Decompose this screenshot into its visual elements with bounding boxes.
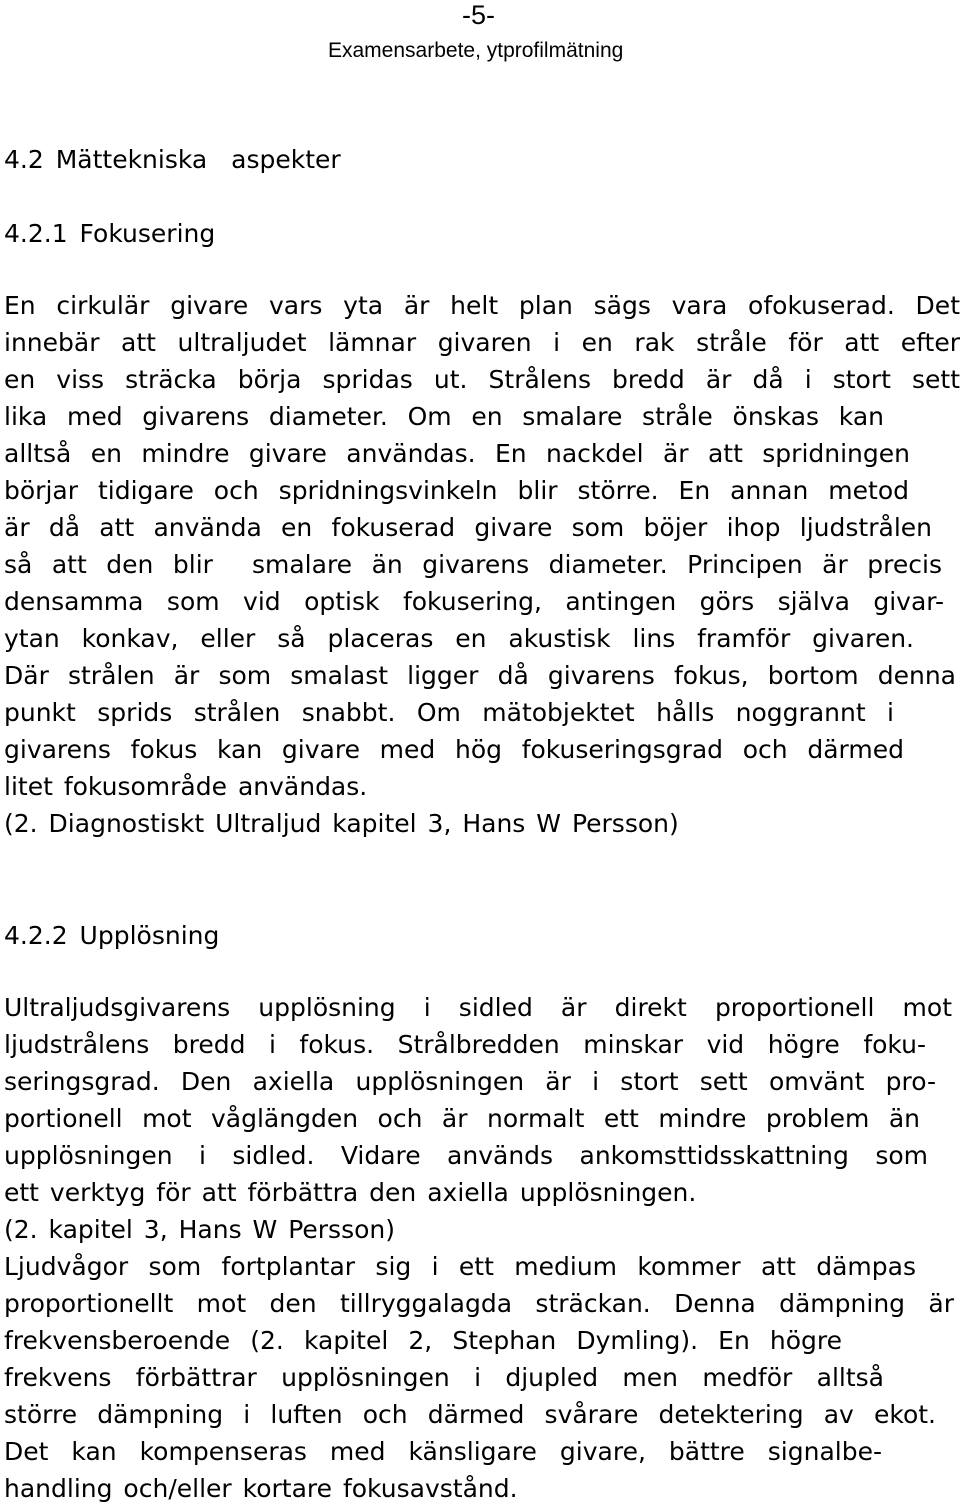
subsection-heading-upplosning: 4.2.2 Upplösning	[4, 921, 220, 950]
text-line: innebär att ultraljudet lämnar givaren i en rak stråle för att efter	[4, 328, 960, 357]
text-line: ljudstrålens bredd i fokus. Strålbredden minskar vid högre foku-	[4, 1030, 926, 1059]
text-line: Ljudvågor som fortplantar sig i ett medium kommer att dämpas	[4, 1252, 916, 1281]
text-line: frekvens förbättrar upplösningen i djupled men medför alltså	[4, 1363, 884, 1392]
page-number: -5-	[462, 0, 495, 30]
text-line: är då att använda en fokuserad givare som böjer ihop ljudstrålen	[4, 513, 932, 542]
text-line: Där strålen är som smalast ligger då givarens fokus, bortom denna	[4, 661, 956, 690]
running-title: Examensarbete, ytprofilmätning	[328, 39, 624, 62]
text-line: litet fokusområde användas.	[4, 772, 368, 801]
section-heading: 4.2 Mättekniska aspekter	[4, 145, 341, 174]
text-line: större dämpning i luften och därmed svårare detektering av ekot.	[4, 1400, 936, 1429]
text-line: handling och/eller kortare fokusavstånd.	[4, 1474, 518, 1503]
text-line: portionell mot våglängden och är normalt ett mindre problem än	[4, 1104, 920, 1133]
text-line: en viss sträcka börja spridas ut. Strålens bredd är då i stort sett	[4, 365, 960, 394]
text-line: ett verktyg för att förbättra den axiella upplösningen.	[4, 1178, 697, 1207]
text-line: proportionellt mot den tillryggalagda sträckan. Denna dämpning är	[4, 1289, 954, 1318]
text-line: ytan konkav, eller så placeras en akustisk lins framför givaren.	[4, 624, 914, 653]
text-line: börjar tidigare och spridningsvinkeln blir större. En annan metod	[4, 476, 909, 505]
subsection-heading-fokusering: 4.2.1 Fokusering	[4, 219, 216, 248]
text-line: densamma som vid optisk fokusering, antingen görs själva givar-	[4, 587, 944, 616]
text-line: lika med givarens diameter. Om en smalare stråle önskas kan	[4, 402, 884, 431]
text-line: frekvensberoende (2. kapitel 2, Stephan Dymling). En högre	[4, 1326, 842, 1355]
text-line: så att den blir smalare än givarens diameter. Principen är precis	[4, 550, 942, 579]
text-line: punkt sprids strålen snabbt. Om mätobjektet hålls noggrannt i	[4, 698, 894, 727]
citation: (2. Diagnostiskt Ultraljud kapitel 3, Hans W Persson)	[4, 809, 679, 838]
text-line: upplösningen i sidled. Vidare används ankomsttidsskattning som	[4, 1141, 928, 1170]
text-line: Ultraljudsgivarens upplösning i sidled är direkt proportionell mot	[4, 993, 952, 1022]
text-line: givarens fokus kan givare med hög fokuseringsgrad och därmed	[4, 735, 904, 764]
text-line: alltså en mindre givare användas. En nackdel är att spridningen	[4, 439, 910, 468]
text-line: Det kan kompenseras med känsligare givare, bättre signalbe-	[4, 1437, 882, 1466]
text-line: seringsgrad. Den axiella upplösningen är i stort sett omvänt pro-	[4, 1067, 936, 1096]
text-line: En cirkulär givare vars yta är helt plan sägs vara ofokuserad. Det	[4, 291, 960, 320]
citation: (2. kapitel 3, Hans W Persson)	[4, 1215, 395, 1244]
